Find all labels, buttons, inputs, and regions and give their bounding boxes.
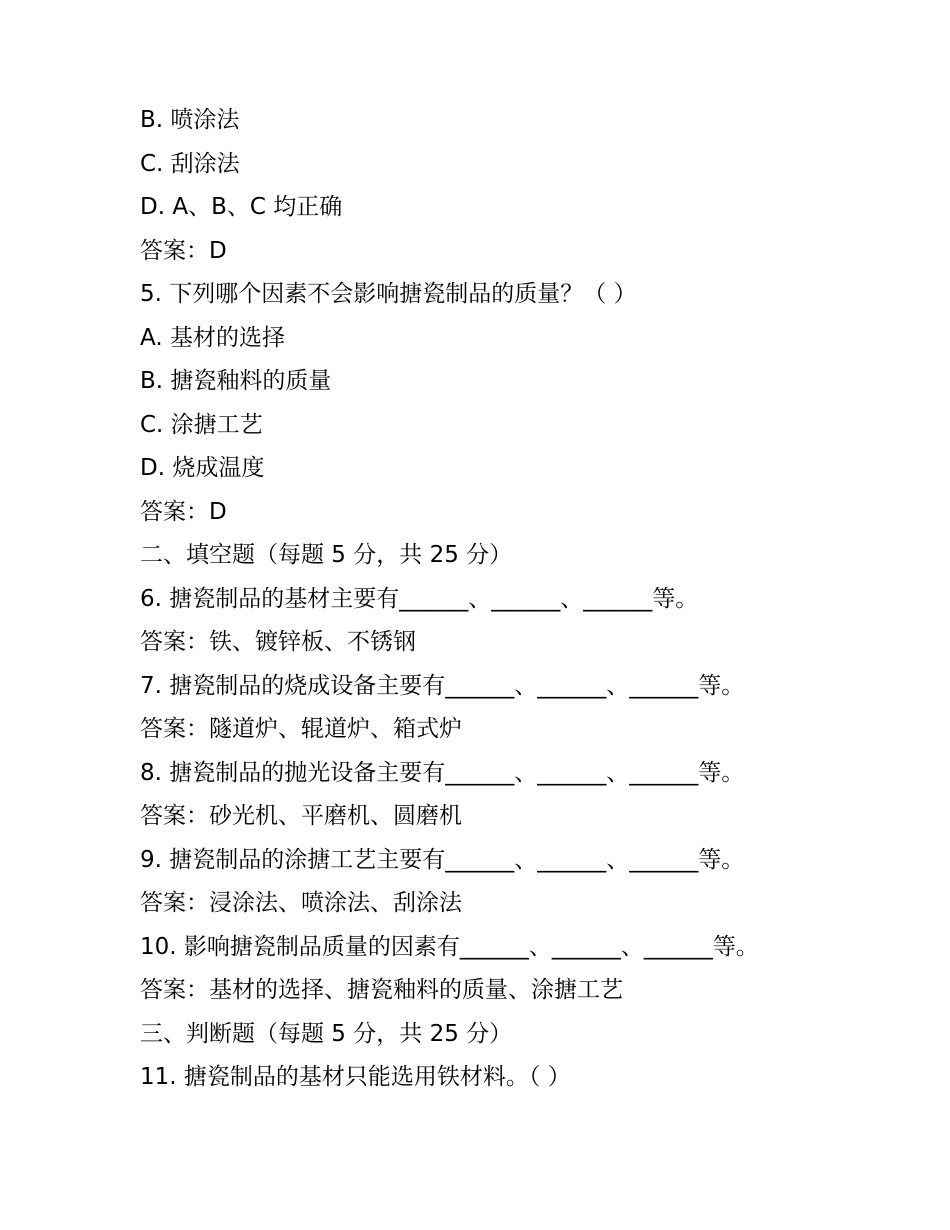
option-line: D. A、B、C 均正确 bbox=[140, 194, 343, 220]
option-line: A. 基材的选择 bbox=[140, 324, 285, 351]
answer-line: 答案：浸涂法、喷涂法、刮涂法 bbox=[140, 890, 462, 916]
answer-line: 答案：铁、镀锌板、不锈钢 bbox=[140, 629, 416, 655]
section-heading: 二、填空题（每题 5 分，共 25 分） bbox=[140, 542, 513, 568]
answer-line: 答案：砂光机、平磨机、圆磨机 bbox=[140, 803, 462, 829]
question-line: 5. 下列哪个因素不会影响搪瓷制品的质量？（ ） bbox=[140, 281, 637, 307]
answer-line: 答案：隧道炉、辊道炉、箱式炉 bbox=[140, 716, 462, 742]
answer-line: 答案：基材的选择、搪瓷釉料的质量、涂搪工艺 bbox=[140, 977, 623, 1003]
option-line: C. 涂搪工艺 bbox=[140, 411, 263, 438]
question-line: 6. 搪瓷制品的基材主要有______、______、______等。 bbox=[140, 585, 699, 612]
document-body bbox=[140, 99, 900, 1100]
answer-line: 答案：D bbox=[140, 498, 227, 525]
section-heading: 三、判断题（每题 5 分，共 25 分） bbox=[140, 1020, 513, 1047]
question-line: 10. 影响搪瓷制品质量的因素有______、______、______等。 bbox=[140, 933, 759, 960]
option-line: C. 刮涂法 bbox=[140, 150, 240, 177]
question-line: 8. 搪瓷制品的抛光设备主要有______、______、______等。 bbox=[140, 759, 745, 786]
question-line: 11. 搪瓷制品的基材只能选用铁材料。（ ） bbox=[140, 1064, 571, 1090]
answer-line: 答案：D bbox=[140, 237, 227, 264]
option-line: B. 喷涂法 bbox=[140, 107, 240, 133]
question-line: 9. 搪瓷制品的涂搪工艺主要有______、______、______等。 bbox=[140, 846, 745, 873]
option-line: B. 搪瓷釉料的质量 bbox=[140, 368, 332, 394]
option-line: D. 烧成温度 bbox=[140, 455, 265, 481]
question-line: 7. 搪瓷制品的烧成设备主要有______、______、______等。 bbox=[140, 672, 745, 699]
